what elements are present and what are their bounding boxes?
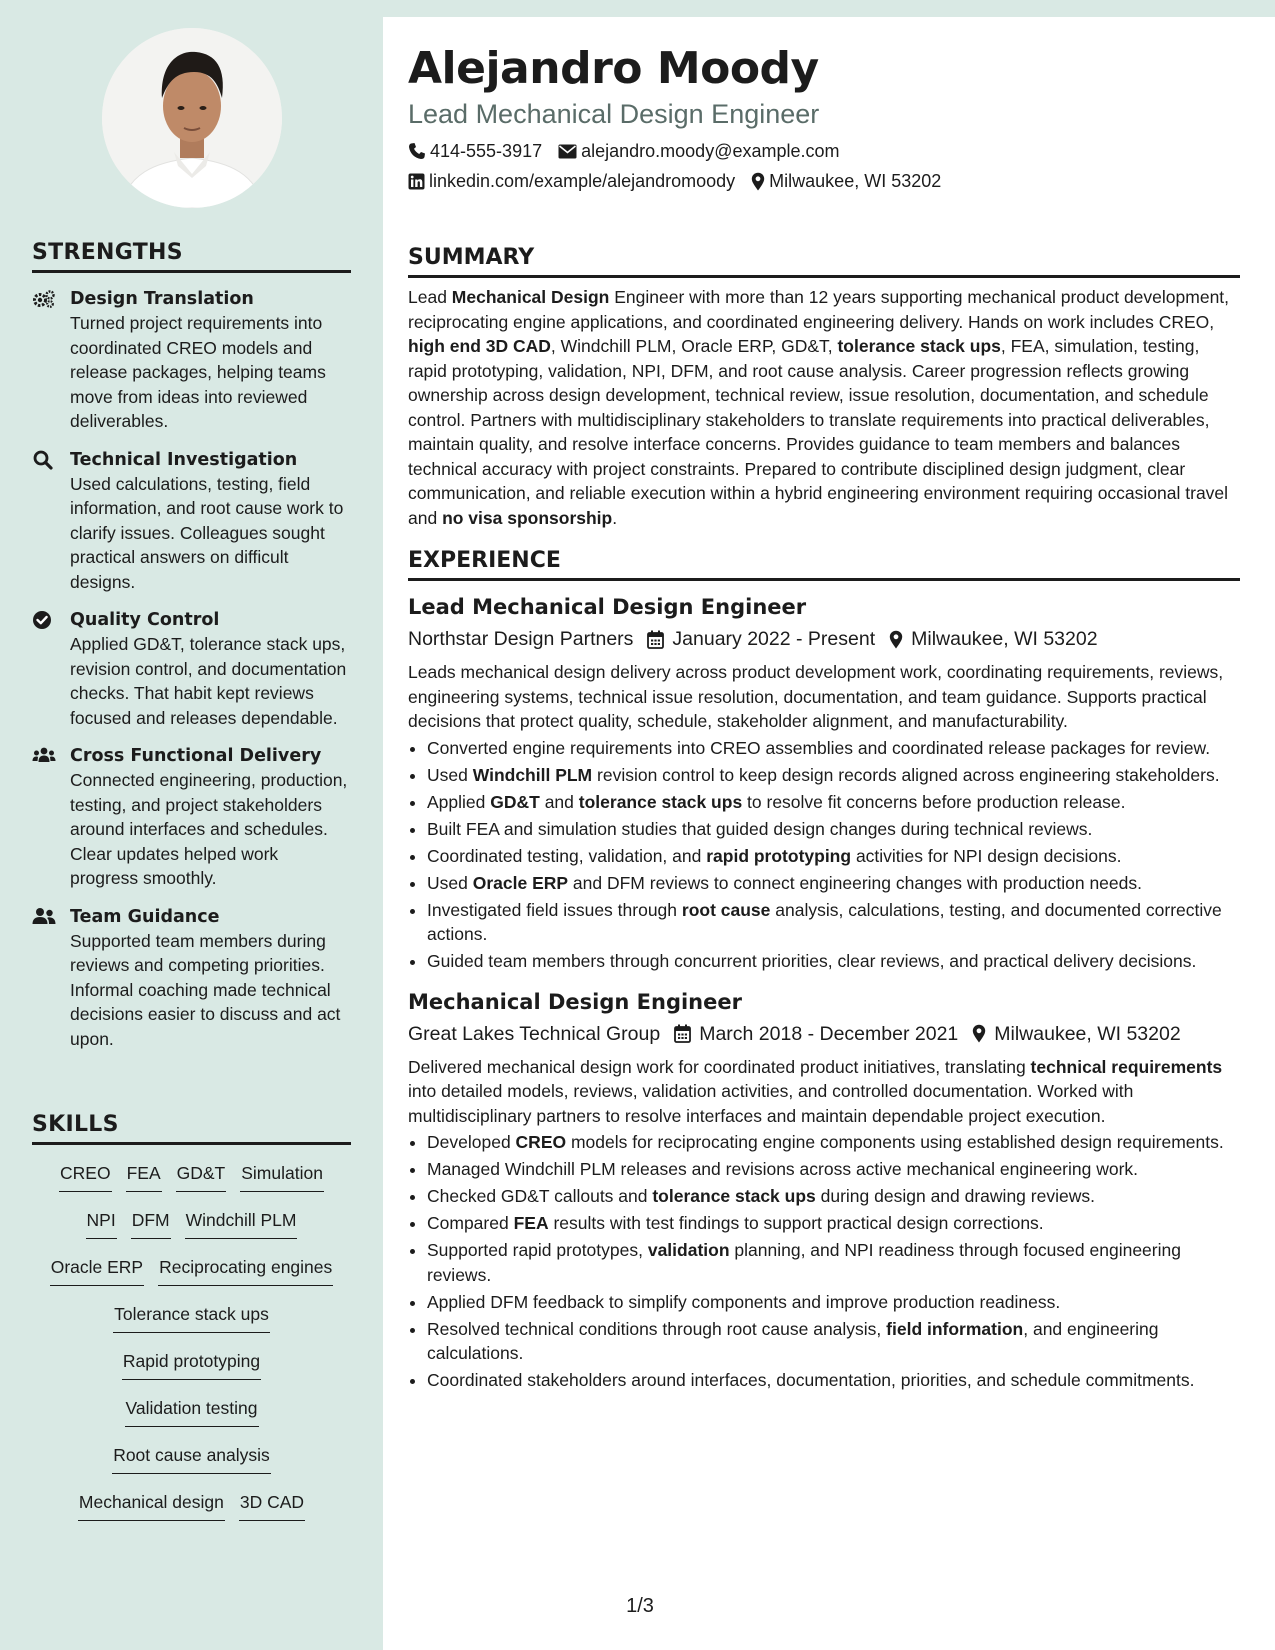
contact-row	[408, 139, 1240, 163]
bold-text: FEA	[513, 1213, 549, 1233]
strength-item	[32, 744, 351, 891]
experience-heading: EXPERIENCE	[408, 548, 1240, 581]
avatar	[102, 28, 282, 208]
skill-row	[32, 1299, 351, 1333]
strength-item	[32, 287, 351, 434]
text-segment: .	[612, 507, 618, 528]
location-contact	[751, 169, 941, 193]
sidebar	[0, 0, 383, 1650]
skill-tag: NPI	[86, 1205, 117, 1239]
skill-tag: Simulation	[240, 1158, 324, 1192]
text-segment: to resolve fit concerns before production release.	[742, 791, 1126, 812]
map-pin-icon	[751, 172, 765, 191]
map-pin-icon	[972, 1024, 986, 1043]
strength-title: Technical Investigation	[70, 449, 298, 470]
job-description	[408, 660, 1240, 734]
text-segment: Investigated field issues through	[427, 899, 682, 920]
strength-title: Quality Control	[70, 610, 220, 630]
strength-item	[32, 905, 351, 1052]
skill-row	[32, 1205, 351, 1239]
strength-desc: Turned project requirements into coordinated CREO models and release packages, helping teams move from ideas into reviewed deliverables.	[70, 313, 326, 431]
job-entry	[408, 988, 1240, 1393]
text-segment: Compared	[427, 1213, 514, 1233]
text-segment: , FEA, simulation, testing, rapid prototyping, validation, NPI, DFM, and root cause analysis. Career progression reflects growing ownership across design development, technical review, issue resolution, documentation, and schedule control. Partners with multidisciplinary stakeholders to translate requirements into practical deliverables, maintain quality, and resolve interface concerns. Provides guidance to team members and balances technical accuracy with project constraints. Prepared to contribute disciplined design judgment, clear communication, and reliable execution within a hybrid engineering environment requiring occasional travel and	[408, 336, 1229, 528]
bullet-item	[427, 898, 1240, 947]
bold-text: rapid prototyping	[706, 845, 852, 866]
bullet-item	[427, 1184, 1240, 1209]
bold-text: root cause	[681, 899, 771, 920]
strength-desc: Connected engineering, production, testing, and project stakeholders around interfaces and schedules. Clear updates helped work progress smoothly.	[70, 770, 348, 888]
text-segment: Coordinated stakeholders around interfaces, documentation, priorities, and schedule commitments.	[427, 1370, 1195, 1390]
bullet-item	[427, 871, 1240, 896]
calendar-icon	[647, 630, 664, 649]
summary-section	[408, 245, 1240, 530]
text-segment: during design and drawing reviews.	[815, 1186, 1095, 1206]
job-dates: March 2018 - December 2021	[699, 1022, 959, 1045]
main-column	[408, 17, 1240, 1395]
job-dates-wrap	[647, 625, 875, 653]
bold-text: GD&T	[490, 791, 540, 812]
text-segment: activities for NPI design decisions.	[851, 845, 1122, 866]
job-meta	[408, 1020, 1240, 1048]
bullet-item	[427, 844, 1240, 869]
linkedin-url[interactable]: linkedin.com/example/alejandromoody	[429, 171, 736, 191]
text-segment: Managed Windchill PLM releases and revisions across active mechanical engineering work.	[427, 1159, 1139, 1179]
bullet-item	[427, 1290, 1240, 1315]
experience-section	[408, 548, 1240, 1393]
text-segment: Converted engine requirements into CREO assemblies and coordinated release packages for review.	[427, 737, 1211, 758]
text-segment: , and engineering calculations.	[427, 1318, 1159, 1363]
phone-contact	[408, 139, 542, 163]
email-contact	[558, 139, 839, 163]
job-company: Great Lakes Technical Group	[408, 1022, 661, 1045]
skill-tag: FEA	[126, 1158, 162, 1192]
text-segment: planning, and NPI readiness through focused engineering reviews.	[427, 1240, 1181, 1285]
phone-icon	[408, 142, 426, 160]
text-segment: Supported rapid prototypes,	[427, 1240, 648, 1260]
bullet-item	[427, 1130, 1240, 1155]
bullet-item	[427, 1211, 1240, 1236]
skill-row	[32, 1440, 351, 1474]
text-segment: Resolved technical conditions through root cause analysis,	[427, 1318, 887, 1339]
strength-title: Team Guidance	[70, 906, 220, 927]
envelope-icon	[558, 144, 577, 159]
bold-text: tolerance stack ups	[578, 791, 743, 812]
strength-desc: Used calculations, testing, field information, and root cause work to clarify issues. Colleagues sought practical answers on difficult designs.	[70, 473, 344, 592]
text-segment: Applied	[427, 791, 491, 812]
bold-text: no visa sponsorship	[442, 507, 613, 528]
skill-tag: Oracle ERP	[50, 1252, 144, 1286]
job-location: Milwaukee, WI 53202	[994, 1022, 1181, 1045]
skills-list	[32, 1158, 351, 1521]
job-location-wrap	[972, 1020, 1180, 1048]
job-description	[408, 1055, 1240, 1129]
strength-item	[32, 608, 351, 730]
bold-text: tolerance stack ups	[652, 1186, 816, 1206]
bold-text: Windchill PLM	[472, 764, 593, 785]
bullet-item	[427, 817, 1240, 842]
text-segment: Guided team members through concurrent priorities, clear reviews, and practical delivery decisions.	[427, 951, 1197, 971]
bold-text: Oracle ERP	[472, 872, 569, 893]
skill-tag: Mechanical design	[78, 1487, 225, 1521]
text-segment: Engineer with more than 12 years supporting mechanical product development, reciprocating engine applications, and coordinated engineering delivery. Hands on work includes CREO,	[408, 287, 1230, 332]
skill-tag: Windchill PLM	[185, 1205, 298, 1239]
text-segment: models for reciprocating engine components using established design requirements.	[566, 1132, 1224, 1152]
strength-title: Design Translation	[70, 289, 254, 309]
bold-text: high end 3D CAD	[408, 336, 551, 356]
phone-number[interactable]: 414-555-3917	[430, 141, 543, 161]
text-segment: Leads mechanical design delivery across product development work, coordinating requirements, reviews, engineering systems, technical issue resolution, documentation, and team guidance. Supports practical decisions that protect quality, schedule, stakeholder alignment, and manufacturability.	[408, 662, 1224, 731]
bullet-item	[427, 1368, 1240, 1393]
job-entry	[408, 593, 1240, 974]
job-location: Milwaukee, WI 53202	[911, 628, 1098, 650]
job-dates-wrap	[674, 1020, 958, 1048]
job-bullets	[408, 1130, 1240, 1393]
bold-text: tolerance stack ups	[837, 336, 1001, 356]
summary-heading: SUMMARY	[408, 245, 1240, 278]
contact-row-2	[408, 169, 1240, 193]
skill-row	[32, 1346, 351, 1380]
bullet-item	[427, 1317, 1240, 1366]
skill-tag: Rapid prototyping	[122, 1346, 261, 1380]
text-segment: Delivered mechanical design work for coordinated product initiatives, translating	[408, 1056, 1031, 1077]
text-segment: results with test findings to support practical design corrections.	[548, 1213, 1044, 1233]
skill-tag: DFM	[131, 1205, 171, 1239]
bold-text: validation	[647, 1240, 730, 1260]
bullet-item	[427, 790, 1240, 815]
bullet-item	[427, 1157, 1240, 1182]
strength-desc: Supported team members during reviews and competing priorities. Informal coaching made technical decisions easier to discuss and act upon.	[70, 930, 341, 1049]
bold-text: Mechanical Design	[451, 287, 610, 307]
bullet-item	[427, 736, 1240, 761]
strength-desc: Applied GD&T, tolerance stack ups, revision control, and documentation checks. That habit kept reviews focused and releases dependable.	[70, 634, 347, 728]
job-title: Lead Mechanical Design Engineer	[408, 595, 807, 619]
text-segment: Coordinated testing, validation, and	[427, 845, 707, 866]
map-pin-icon	[889, 630, 903, 649]
bullet-item	[427, 1238, 1240, 1287]
job-dates: January 2022 - Present	[672, 628, 876, 650]
bold-text: CREO	[515, 1132, 567, 1152]
strength-title: Cross Functional Delivery	[70, 746, 322, 766]
strengths-section	[32, 240, 351, 1051]
skill-tag: Tolerance stack ups	[113, 1299, 270, 1333]
text-segment: Developed	[427, 1132, 516, 1152]
skill-tag: Root cause analysis	[112, 1440, 271, 1474]
skills-heading: SKILLS	[32, 1112, 351, 1145]
summary-text	[408, 285, 1240, 530]
linkedin-icon	[408, 173, 425, 190]
job-location-wrap	[889, 625, 1097, 653]
skill-tag: GD&T	[176, 1158, 227, 1192]
email-address[interactable]: alejandro.moody@example.com	[581, 141, 840, 161]
bullet-item	[427, 949, 1240, 974]
job-bullets	[408, 736, 1240, 974]
job-meta	[408, 625, 1240, 653]
magnifier-icon	[32, 450, 56, 470]
job-title: Mechanical Design Engineer	[408, 989, 742, 1014]
page-number: 1/3	[626, 1595, 654, 1617]
skill-row	[32, 1487, 351, 1521]
check-circle-icon	[32, 610, 56, 630]
gears-icon	[32, 289, 56, 309]
candidate-name: Alejandro Moody	[408, 43, 819, 94]
text-segment: and	[539, 791, 579, 812]
text-segment: Checked GD&T callouts and	[427, 1186, 653, 1206]
location-text: Milwaukee, WI 53202	[769, 171, 942, 191]
text-segment: into detailed models, reviews, validation activities, and controlled documentation. Worked with multidisciplinary partners to resolve interfaces and maintain dependable project execution.	[408, 1081, 1134, 1126]
skill-row	[32, 1158, 351, 1192]
strengths-heading: STRENGTHS	[32, 240, 351, 273]
skill-tag: CREO	[59, 1158, 112, 1192]
text-segment: Built FEA and simulation studies that guided design changes during technical reviews.	[427, 818, 1093, 839]
skills-section	[32, 1112, 351, 1521]
bold-text: field information	[886, 1318, 1024, 1339]
people-group-icon	[32, 746, 56, 766]
text-segment: Applied DFM feedback to simplify components and improve production readiness.	[427, 1291, 1061, 1312]
linkedin-contact	[408, 169, 735, 193]
text-segment: Used	[427, 872, 473, 893]
skill-tag: Validation testing	[125, 1393, 259, 1427]
candidate-title: Lead Mechanical Design Engineer	[408, 99, 820, 129]
calendar-icon	[674, 1024, 691, 1043]
job-company: Northstar Design Partners	[408, 628, 634, 650]
text-segment: Used	[427, 764, 473, 785]
text-segment: revision control to keep design records aligned across engineering stakeholders.	[592, 764, 1220, 785]
skill-tag: 3D CAD	[239, 1487, 305, 1521]
text-segment: analysis, calculations, testing, and documented corrective actions.	[427, 899, 1222, 944]
bold-text: technical requirements	[1030, 1056, 1223, 1077]
text-segment: and DFM reviews to connect engineering changes with production needs.	[568, 872, 1142, 893]
text-segment: , Windchill PLM, Oracle ERP, GD&T,	[550, 336, 838, 356]
skill-tag: Reciprocating engines	[158, 1252, 333, 1286]
skill-row	[32, 1393, 351, 1427]
bullet-item	[427, 763, 1240, 788]
strength-item	[32, 448, 351, 595]
skill-row	[32, 1252, 351, 1286]
user-pair-icon	[32, 907, 56, 927]
profile-photo	[102, 28, 282, 208]
text-segment: Lead	[408, 287, 452, 307]
